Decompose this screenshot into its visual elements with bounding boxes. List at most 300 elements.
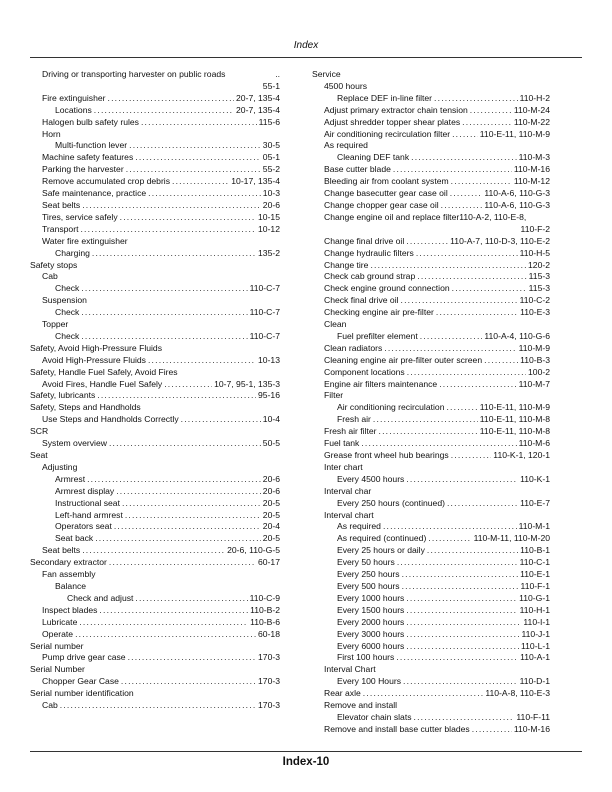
- index-entry-term: Component locations: [324, 366, 405, 377]
- index-entry: [30, 379, 280, 391]
- dot-leader: [129, 140, 261, 152]
- index-entry-page-ref: 135-2: [258, 247, 280, 258]
- dot-leader: [164, 379, 212, 391]
- index-heading-term: Change engine oil and replace filter110-A-2, 110-E-8,: [324, 211, 527, 222]
- index-entry: [312, 414, 550, 426]
- index-entry-term: Checking engine air pre-filter: [324, 307, 434, 318]
- index-entry: [30, 593, 280, 605]
- header-rule: [30, 57, 582, 58]
- index-entry: [30, 605, 280, 617]
- index-entry-page-ref: 110-A-1: [520, 652, 550, 663]
- index-entry-page-ref: 10-12: [258, 223, 280, 234]
- index-heading-term: SCR: [30, 426, 49, 437]
- index-entry: [312, 557, 550, 569]
- index-entry-page-ref: 110-E-7: [520, 497, 550, 508]
- dot-leader: [99, 605, 248, 617]
- index-heading-term: Safety, Handle Fuel Safely, Avoid Fires: [30, 366, 178, 377]
- index-entry: [312, 379, 550, 391]
- index-entry: [30, 140, 280, 152]
- index-entry-term: Charging: [55, 247, 90, 258]
- index-entry-term: Cleaning DEF tank: [337, 152, 410, 163]
- index-entry-page-ref: 110-B-6: [250, 616, 280, 627]
- index-entry-term: Multi-function lever: [55, 140, 128, 151]
- index-entry-page-ref: 110-K-1: [520, 473, 550, 484]
- index-entry-term: Check engine ground connection: [324, 283, 450, 294]
- index-entry: [312, 271, 550, 283]
- index-entry-page-ref: 110-D-1: [519, 676, 550, 687]
- index-heading: [30, 367, 280, 379]
- index-entry: [312, 533, 550, 545]
- dot-leader: [417, 271, 526, 283]
- index-heading-term: Clean: [324, 319, 347, 330]
- index-entry-page-ref: 110-M-24: [513, 104, 550, 115]
- dot-leader: [451, 450, 492, 462]
- dot-leader: [406, 641, 519, 653]
- dot-leader: [402, 581, 519, 593]
- dot-leader: [447, 498, 518, 510]
- index-entry-page-ref: 10-17, 135-4: [231, 176, 280, 187]
- index-entry: [30, 652, 280, 664]
- dot-leader: [420, 331, 483, 343]
- index-entry-page-ref: 110-H-2: [519, 92, 550, 103]
- index-entry-page-ref-continued: 110-F-2: [520, 223, 550, 234]
- index-entry: [30, 390, 280, 402]
- index-entry: [312, 581, 550, 593]
- index-entry: [30, 93, 280, 105]
- index-entry-page-ref: 20-5: [262, 497, 280, 508]
- index-entry-page-ref: 110-E-11, 110-M-8: [479, 414, 550, 425]
- index-entry-page-ref: 110-M-6: [518, 438, 550, 449]
- index-entry-term: Parking the harvester: [42, 164, 124, 175]
- index-entry: [312, 152, 550, 164]
- index-entry-term: Change final drive oil: [324, 235, 405, 246]
- index-entry-term: Locations: [55, 104, 92, 115]
- index-entry: [30, 200, 280, 212]
- index-entry: [30, 498, 280, 510]
- index-entry-page-ref: 30-5: [262, 140, 280, 151]
- index-entry-term: Check cab ground strap: [324, 271, 416, 282]
- index-entry: [30, 152, 280, 164]
- dot-leader: [446, 402, 477, 414]
- index-entry-term: Cleaning engine air pre-filter outer screen: [324, 354, 483, 365]
- index-heading-term: Suspension: [42, 295, 87, 306]
- index-entry-term: First 100 hours: [337, 652, 395, 663]
- index-entry: [312, 593, 550, 605]
- index-entry-term: Inspect blades: [42, 604, 98, 615]
- index-entry: [312, 129, 550, 141]
- index-entry-term: Seat belts: [42, 199, 81, 210]
- index-entry-page-ref: 20-5: [262, 509, 280, 520]
- index-entry-page-ref: 110-G-1: [519, 592, 550, 603]
- index-heading-term: As required: [324, 140, 368, 151]
- index-entry: [30, 188, 280, 200]
- index-heading: [30, 402, 280, 414]
- index-entry: [30, 486, 280, 498]
- dot-leader: [128, 652, 256, 664]
- index-entry: [312, 474, 550, 486]
- index-entry-page-ref: 110-C-9: [249, 592, 280, 603]
- index-entry: [312, 712, 550, 724]
- index-entry-page-ref: 10-7, 95-1, 135-3: [214, 378, 280, 389]
- dot-leader: [393, 164, 512, 176]
- index-entry-term: System overview: [42, 438, 107, 449]
- index-heading: [312, 319, 550, 331]
- dot-leader: [92, 248, 256, 260]
- dot-leader: [81, 331, 247, 343]
- index-entry-page-ref: 10-13: [258, 354, 280, 365]
- index-entry-page-ref: 110-E-11, 110-M-9: [479, 402, 550, 413]
- index-entry-term: Adjust shredder topper shear plates: [324, 116, 461, 127]
- index-entry-term: Fresh air: [337, 414, 371, 425]
- index-entry: [30, 557, 280, 569]
- index-entry: [312, 367, 550, 379]
- index-entry-page-ref: 110-M-22: [513, 116, 550, 127]
- index-entry: [312, 188, 550, 200]
- dot-leader: [406, 629, 519, 641]
- index-entry-term: Every 25 hours or daily: [337, 545, 425, 556]
- index-entry: [312, 426, 550, 438]
- index-entry-term: Change chopper gear case oil: [324, 199, 439, 210]
- index-heading-term: Inter chart: [324, 461, 363, 472]
- index-entry-page-ref: 110-B-1: [520, 545, 550, 556]
- index-entry: [30, 176, 280, 188]
- index-entry: [312, 164, 550, 176]
- dot-leader: [436, 307, 518, 319]
- index-heading: [30, 581, 280, 593]
- index-entry: [312, 283, 550, 295]
- dot-leader: [148, 188, 261, 200]
- index-entry-term: Every 100 Hours: [337, 676, 402, 687]
- dot-leader: [407, 367, 526, 379]
- index-heading-term: Remove and install: [324, 700, 398, 711]
- index-entry-term: Air conditioning recirculation: [337, 402, 445, 413]
- index-entry-term: Every 1000 hours: [337, 592, 405, 603]
- index-entry: [30, 629, 280, 641]
- index-entry-term: Transport: [42, 223, 79, 234]
- index-entry-page-ref: 110-E-11, 110-M-8: [479, 426, 550, 437]
- dot-leader: [451, 176, 512, 188]
- dot-leader: [450, 188, 483, 200]
- index-heading-term: Cab: [42, 271, 58, 282]
- index-heading: [312, 81, 550, 93]
- dot-leader: [81, 307, 247, 319]
- dot-leader: [411, 152, 516, 164]
- dot-leader: [87, 474, 261, 486]
- index-entry: [312, 605, 550, 617]
- index-entry: [30, 117, 280, 129]
- dot-leader: [397, 557, 518, 569]
- index-entry: [30, 164, 280, 176]
- index-column-left: [30, 69, 280, 712]
- index-heading: [312, 140, 550, 152]
- dot-leader: [81, 283, 247, 295]
- index-heading: [30, 450, 280, 462]
- index-entry-page-ref: 60-17: [258, 557, 280, 568]
- index-entry-term: Change tire: [324, 259, 369, 270]
- index-entry: [312, 331, 550, 343]
- index-entry-term: Every 250 hours (continued): [337, 497, 445, 508]
- index-entry-term: Machine safety features: [42, 152, 134, 163]
- index-entry: [312, 569, 550, 581]
- index-entry: [312, 260, 550, 272]
- index-entry-page-ref: 110-L-1: [521, 640, 550, 651]
- dot-leader: [406, 605, 517, 617]
- index-entry-page-ref: 110-H-5: [519, 247, 550, 258]
- index-entry: [30, 617, 280, 629]
- index-entry: [312, 93, 550, 105]
- index-entry-term: Left-hand armrest: [55, 509, 123, 520]
- index-entry-page-ref: 110-K-1, 120-1: [493, 450, 550, 460]
- index-entry-term: Air conditioning recirculation filter: [324, 128, 451, 139]
- index-entry-term: Check: [55, 307, 80, 318]
- index-entry-page-ref-continued: 55-1: [262, 80, 280, 91]
- index-entry-term: Seat belts: [42, 545, 81, 556]
- index-entry-term: Check: [55, 283, 80, 294]
- dot-leader: [121, 676, 256, 688]
- index-entry: [312, 724, 550, 736]
- index-entry: [312, 307, 550, 319]
- index-entry: [312, 402, 550, 414]
- index-entry: [312, 343, 550, 355]
- index-entry: [30, 248, 280, 260]
- dot-leader: [452, 283, 527, 295]
- dot-leader: [148, 355, 256, 367]
- index-heading-trailing: ..: [275, 69, 280, 79]
- index-entry-page-ref: 110-C-2: [519, 295, 550, 306]
- index-heading: [30, 569, 280, 581]
- index-entry: [30, 105, 280, 117]
- index-heading-term: 4500 hours: [324, 80, 368, 91]
- index-heading-term: Horn: [42, 128, 61, 139]
- index-heading-term: Service: [312, 69, 341, 79]
- dot-leader: [135, 593, 247, 605]
- index-entry-page-ref: 110-B-2: [250, 604, 280, 615]
- page-number: Index-10: [282, 756, 330, 768]
- dot-leader: [439, 379, 516, 391]
- index-entry-page-ref: 120-2: [528, 259, 550, 270]
- index-entry-page-ref: 20-4: [262, 521, 280, 532]
- dot-leader: [384, 343, 516, 355]
- index-entry-page-ref: 110-C-7: [249, 330, 280, 341]
- dot-leader: [403, 676, 518, 688]
- dot-leader: [363, 688, 484, 700]
- index-entry-page-ref: 10-15: [258, 211, 280, 222]
- index-entry-term: Every 6000 hours: [337, 640, 405, 651]
- footer-rule: [30, 751, 582, 752]
- index-entry: [30, 414, 280, 426]
- index-entry: [30, 307, 280, 319]
- index-entry-term: Elevator chain slats: [337, 711, 412, 722]
- index-entry-page-ref: 110-B-3: [520, 354, 550, 365]
- dot-leader: [172, 176, 229, 188]
- index-entry-page-ref: 110-M-9: [518, 342, 550, 353]
- index-entry: [30, 474, 280, 486]
- index-heading: [30, 343, 280, 355]
- index-heading-term: Adjusting: [42, 461, 78, 472]
- index-entry: [30, 355, 280, 367]
- index-entry-term: Grease front wheel hub bearings: [324, 450, 449, 460]
- dot-leader: [75, 629, 256, 641]
- index-entry-page-ref: 60-18: [258, 628, 280, 639]
- index-entry-page-ref: 20-7, 135-4: [236, 104, 280, 115]
- dot-leader: [109, 438, 261, 450]
- index-entry: [312, 438, 550, 450]
- index-entry-page-ref: 110-A-6, 110-G-3: [484, 188, 550, 199]
- index-entry: [312, 248, 550, 260]
- index-entry: [312, 236, 550, 248]
- index-heading: [30, 426, 280, 438]
- index-entry-page-ref: 05-1: [262, 152, 280, 163]
- index-entry-term: Operators seat: [55, 521, 112, 532]
- index-entry: [312, 676, 550, 688]
- dot-leader: [470, 105, 512, 117]
- index-entry-term: As required: [337, 521, 381, 532]
- index-entry-page-ref: 20-6: [262, 485, 280, 496]
- index-entry-page-ref: 20-6: [262, 199, 280, 210]
- index-entry: [312, 450, 550, 462]
- index-entry-page-ref: 110-A-7, 110-D-3, 110-E-2: [450, 235, 550, 246]
- index-heading: [312, 69, 550, 81]
- dot-leader: [135, 152, 261, 164]
- index-entry-page-ref: 110-A-4, 110-G-6: [484, 330, 550, 341]
- index-heading: [30, 69, 280, 81]
- index-heading-term: Water fire extinguisher: [42, 235, 128, 246]
- index-entry-term: Bleeding air from coolant system: [324, 176, 449, 187]
- index-entry-term: Every 3000 hours: [337, 628, 405, 639]
- index-heading: [30, 236, 280, 248]
- index-heading: [312, 664, 550, 676]
- index-entry-term: Safe maintenance, practice: [42, 188, 147, 199]
- dot-leader: [82, 545, 225, 557]
- index-entry-page-ref: 110-M-11, 110-M-20: [473, 533, 550, 544]
- index-entry-term: Every 2000 hours: [337, 616, 405, 627]
- index-entry-term: Pump drive gear case: [42, 652, 126, 663]
- index-entry-term: Every 4500 hours: [337, 473, 405, 484]
- dot-leader: [484, 355, 518, 367]
- index-entry: [312, 641, 550, 653]
- index-entry-term: Use Steps and Handholds Correctly: [42, 414, 179, 425]
- index-heading-term: Seat: [30, 450, 48, 460]
- index-heading-term: Serial Number: [30, 664, 85, 675]
- index-heading-term: Topper: [42, 319, 69, 330]
- index-entry-term: Armrest: [55, 473, 86, 484]
- index-entry: [312, 521, 550, 533]
- running-header-title: Index: [293, 40, 319, 51]
- index-entry-term: Every 250 hours: [337, 569, 400, 580]
- index-entry-term: Rear axle: [324, 688, 361, 699]
- index-entry-page-ref: 20-6, 110-G-5: [227, 545, 280, 556]
- dot-leader: [396, 652, 518, 664]
- index-entry-page-ref: 110-E-1: [520, 569, 550, 580]
- index-entry: [30, 283, 280, 295]
- index-entry-term: Fire extinguisher: [42, 92, 106, 103]
- dot-leader: [370, 260, 526, 272]
- index-entry: [30, 331, 280, 343]
- index-heading-term: Serial number: [30, 640, 84, 651]
- index-entry-term: Avoid Fires, Handle Fuel Safely: [42, 378, 163, 389]
- dot-leader: [120, 212, 256, 224]
- index-entry-page-ref: 170-3: [258, 652, 280, 663]
- index-entry: [312, 688, 550, 700]
- index-entry-page-ref: 110-F-1: [520, 580, 550, 591]
- index-entry: [312, 117, 550, 129]
- index-entry-page-ref: 115-3: [528, 283, 550, 294]
- index-entry-page-ref: 110-F-11: [516, 711, 550, 722]
- dot-leader: [434, 93, 518, 105]
- index-heading: [30, 319, 280, 331]
- index-entry: [30, 510, 280, 522]
- index-entry-term: Fuel tank: [324, 438, 360, 449]
- index-entry: [312, 652, 550, 664]
- index-entry: [30, 224, 280, 236]
- index-entry-page-ref: 110-M-3: [518, 152, 550, 163]
- index-heading-term: Safety, Avoid High-Pressure Fluids: [30, 342, 162, 353]
- index-entry-term: Every 500 hours: [337, 580, 400, 591]
- dot-leader: [406, 474, 518, 486]
- index-entry-page-ref: 110-M-16: [513, 723, 550, 734]
- index-entry-term: Avoid High-Pressure Fluids: [42, 354, 146, 365]
- index-entry-term: Clean radiators: [324, 342, 383, 353]
- dot-leader: [125, 510, 261, 522]
- index-heading-term: Interval char: [324, 485, 372, 496]
- dot-leader: [109, 557, 256, 569]
- dot-leader: [428, 533, 471, 545]
- index-entry-page-ref: 110-M-12: [513, 176, 550, 187]
- index-entry-term: Armrest display: [55, 485, 115, 496]
- index-entry: [312, 629, 550, 641]
- index-heading-term: Balance: [55, 580, 87, 591]
- dot-leader: [379, 426, 478, 438]
- index-entry-term: Adjust primary extractor chain tension: [324, 104, 468, 115]
- dot-leader: [427, 545, 518, 557]
- index-entry-page-ref: 20-7, 135-4: [236, 92, 280, 103]
- index-entry-term: Change hydraulic filters: [324, 247, 414, 258]
- index-heading-term: Safety, Steps and Handholds: [30, 402, 141, 413]
- index-entry-term: Cab: [42, 700, 58, 711]
- index-entry-term: Operate: [42, 628, 74, 639]
- index-entry-term: Seat back: [55, 533, 94, 544]
- index-column-right: [312, 69, 550, 736]
- index-entry-page-ref: 110-M-1: [518, 521, 550, 532]
- index-entry-term: Check and adjust: [67, 592, 134, 603]
- index-entry-term: Tires, service safely: [42, 211, 118, 222]
- index-entry-term: Secondary extractor: [30, 557, 107, 568]
- index-heading: [312, 462, 550, 474]
- dot-leader: [126, 164, 261, 176]
- dot-leader: [114, 521, 261, 533]
- index-entry-term: Fresh air filter: [324, 426, 377, 437]
- index-entry-term: Change basecutter gear case oil: [324, 188, 448, 199]
- index-entry-term: Fuel prefilter element: [337, 330, 418, 341]
- index-entry: [30, 212, 280, 224]
- dot-leader: [141, 117, 257, 129]
- dot-leader: [373, 414, 478, 426]
- index-heading: [312, 486, 550, 498]
- index-heading: [30, 688, 280, 700]
- dot-leader: [462, 117, 512, 129]
- index-entry-term: As required (continued): [337, 533, 427, 544]
- index-entry-page-ref: 115-6: [258, 116, 280, 127]
- index-entry-term: Instructional seat: [55, 497, 120, 508]
- index-entry-term: Remove and install base cutter blades: [324, 723, 470, 734]
- index-entry-term: Remove accumulated crop debris: [42, 176, 171, 187]
- index-entry-page-ref: 10-4: [262, 414, 280, 425]
- index-entry: [312, 498, 550, 510]
- index-entry-page-ref: 50-5: [262, 438, 280, 449]
- index-entry-term: Check: [55, 330, 80, 341]
- index-entry-page-ref: 110-I-1: [523, 616, 550, 627]
- dot-leader: [406, 617, 521, 629]
